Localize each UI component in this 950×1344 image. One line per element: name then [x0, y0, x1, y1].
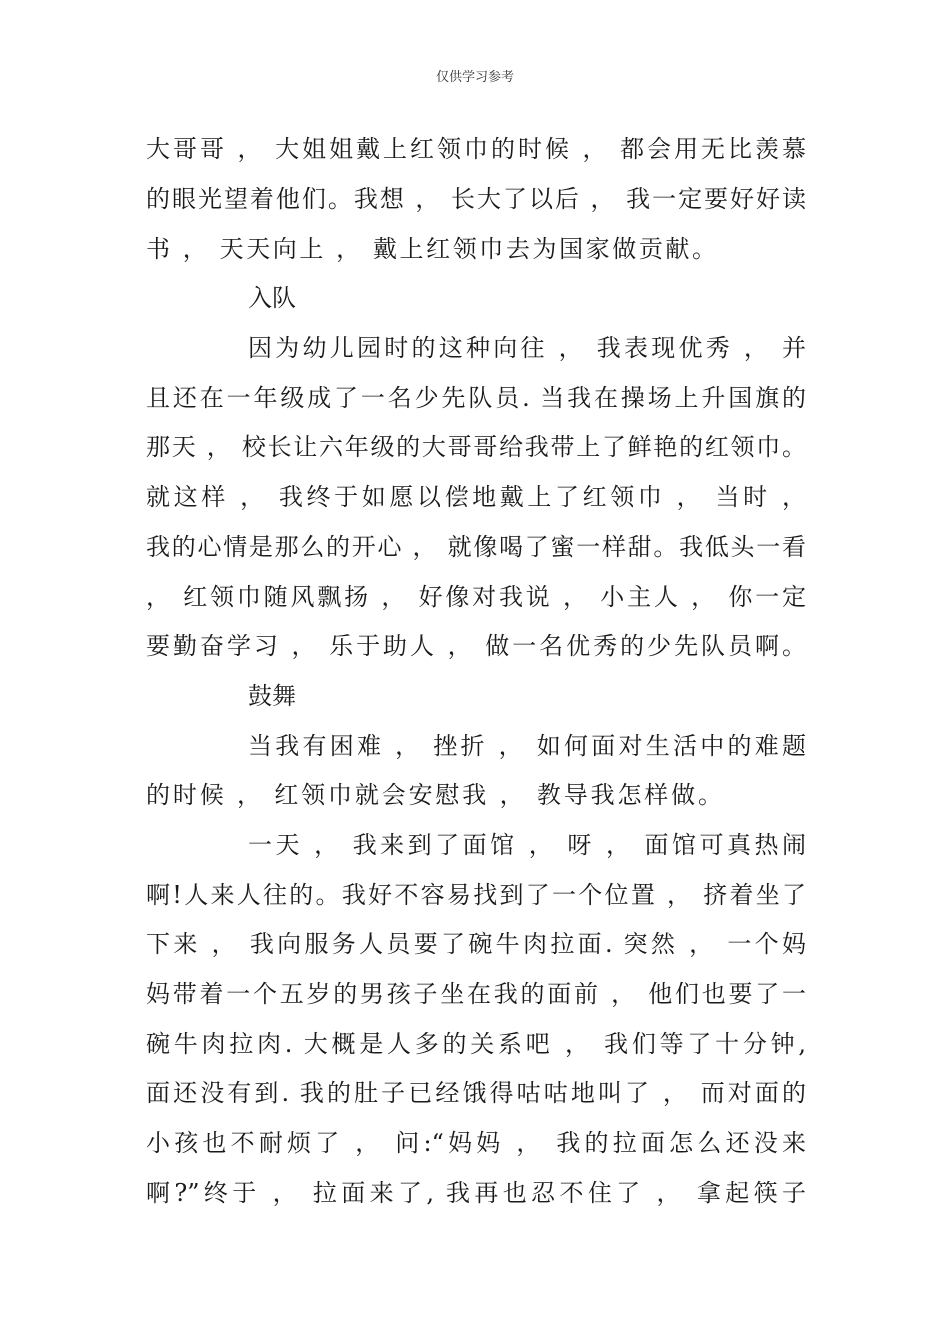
text-line: 啊?”终于 ， 拉面来了, 我再也忍不住了 ， 拿起筷子: [146, 1179, 806, 1207]
text-line: 下来 ， 我向服务人员要了碗牛肉拉面. 突然 ， 一个妈: [146, 930, 806, 958]
text-line: 的眼光望着他们。我想 ， 长大了以后 ， 我一定要好好读: [146, 185, 806, 213]
text-line: 要勤奋学习 ， 乐于助人 ， 做一名优秀的少先队员啊。: [146, 632, 806, 660]
text-line: 且还在一年级成了一名少先队员. 当我在操场上升国旗的: [146, 384, 806, 412]
text-line: 就这样 ， 我终于如愿以偿地戴上了红领巾 ， 当时 ，: [146, 483, 806, 511]
text-line: 的时候 ， 红领巾就会安慰我 ， 教导我怎样做。: [146, 781, 722, 809]
text-line: 一天 ， 我来到了面馆 ， 呀 ， 面馆可真热闹: [248, 831, 806, 859]
section-heading: 鼓舞: [248, 682, 296, 710]
text-line: 大哥哥 ， 大姐姐戴上红领巾的时候 ， 都会用无比羡慕: [146, 135, 806, 163]
section-heading: 入队: [248, 284, 296, 312]
text-line: 啊!人来人往的。我好不容易找到了一个位置 ， 挤着坐了: [146, 881, 806, 909]
text-line: 碗牛肉拉肉. 大概是人多的关系吧 ， 我们等了十分钟,: [146, 1030, 806, 1058]
text-line: 因为幼儿园时的这种向往 ， 我表现优秀 ， 并: [248, 334, 806, 362]
text-line: 小孩也不耐烦了 ， 问:“妈妈 ， 我的拉面怎么还没来: [146, 1129, 806, 1157]
text-line: ， 红领巾随风飘扬 ， 好像对我说 ， 小主人 ， 你一定: [146, 583, 806, 611]
text-line: 妈带着一个五岁的男孩子坐在我的面前 ， 他们也要了一: [146, 980, 806, 1008]
text-line: 书 ， 天天向上 ， 戴上红领巾去为国家做贡献。: [146, 235, 716, 263]
page-header: 仅供学习参考: [435, 70, 514, 85]
text-line: 那天 ， 校长让六年级的大哥哥给我带上了鲜艳的红领巾。: [146, 433, 806, 461]
text-line: 当我有困难 ， 挫折 ， 如何面对生活中的难题: [248, 732, 806, 760]
text-line: 我的心情是那么的开心 ， 就像喝了蜜一样甜。我低头一看: [146, 533, 806, 561]
text-line: 面还没有到. 我的肚子已经饿得咕咕地叫了 ， 而对面的: [146, 1079, 806, 1107]
